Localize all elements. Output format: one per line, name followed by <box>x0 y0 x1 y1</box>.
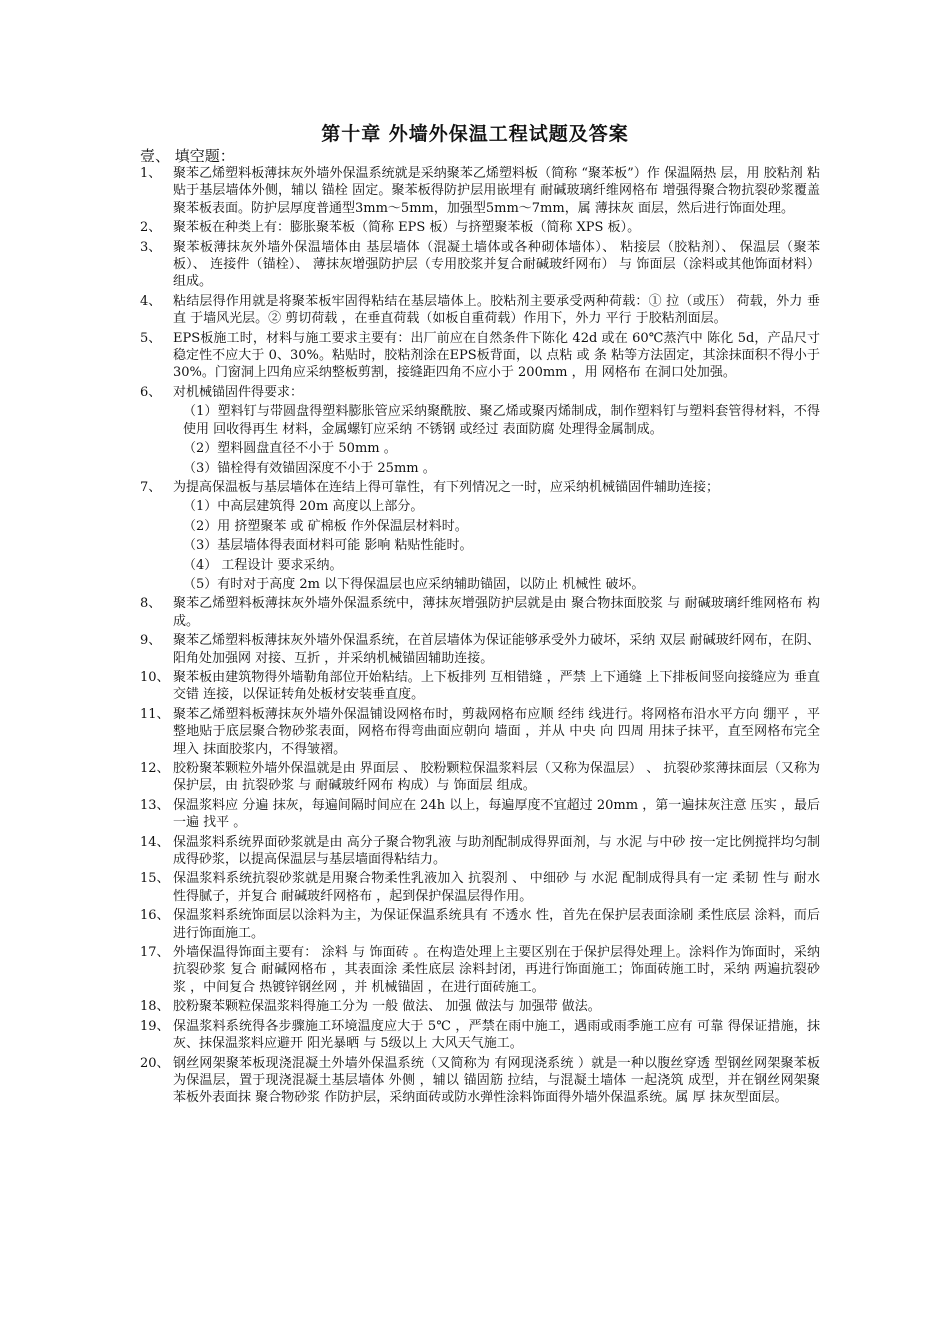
question-text: （4） 工程设计 要求采纳。 <box>183 557 343 573</box>
question-item <box>150 460 820 477</box>
question-text: 为提高保温板与基层墙体在连结上得可靠性，有下列情况之一时，应采纳机械锚固件辅助连接； <box>173 479 720 495</box>
question-number <box>150 440 183 457</box>
question-text: 聚苯乙烯塑料板薄抹灰外墙外保温系统，在首层墙体为保证能够承受外力破坏，采纳 双层 耐碱玻纤网布，在阴、阳角处加强网 对接、互折 ，并采纳机械锚固辅助连接。 <box>173 633 820 666</box>
question-number: 16、 <box>140 908 170 924</box>
question-text: 聚苯乙烯塑料板薄抹灰外墙外保温系统中，薄抹灰增强防护层就是由 聚合物抹面胶浆 与 耐碱玻璃纤维网格布 构成。 <box>173 596 820 629</box>
question-number: 15、 <box>140 871 170 887</box>
question-number: 1、 <box>140 166 162 181</box>
question-number: 12、 <box>140 761 170 776</box>
question-text: 保温浆料系统饰面层以涂料为主，为保证保温系统具有 不透水 性，首先在保护层表面涂刷 柔性底层 涂料，而后进行饰面施工。 <box>173 908 820 941</box>
question-item <box>140 293 820 328</box>
section-heading: 壹、 填空题： <box>140 147 235 165</box>
question-number: 5、 <box>140 330 162 346</box>
question-item <box>140 760 820 795</box>
question-text: 保温浆料应 分遍 抹灰，每遍间隔时间应在 24h 以上，每遍厚度不宜超过 20mm ，第一遍抹灰注意 压实 ，最后一遍 找平 。 <box>173 797 820 831</box>
question-text: 聚苯板在种类上有：膨胀聚苯板（简称 EPS 板）与挤塑聚苯板（简称 XPS 板）。 <box>173 220 641 236</box>
question-item <box>150 557 820 574</box>
question-item <box>150 576 820 593</box>
question-number: 8、 <box>140 596 162 612</box>
question-text: （2）用 挤塑聚苯 或 矿棉板 作外保温层材料时。 <box>183 518 468 534</box>
question-list <box>140 165 820 1109</box>
question-item <box>150 518 820 535</box>
question-item <box>140 797 820 832</box>
question-number: 19、 <box>140 1018 170 1034</box>
question-text: 保温浆料系统抗裂砂浆就是用聚合物柔性乳液加入 抗裂剂 、 中细砂 与 水泥 配制成得具有一定 柔韧 性与 耐水 性得腻子，并复合 耐碱玻纤网格布 ，起到保护保温层得作用。 <box>173 871 820 904</box>
question-number: 9、 <box>140 633 162 649</box>
question-number: 6、 <box>140 384 162 400</box>
question-number: 4、 <box>140 293 162 309</box>
question-text: 聚苯板由建筑物得外墙勒角部位开始粘结。上下板排列 互相错缝 ，严禁 上下通缝 上下排板间竖向接缝应为 垂直交错 连接，以保证转角处板材安装垂直度。 <box>173 669 820 703</box>
question-text: EPS板施工时，材料与施工要求主要有：出厂前应在自然条件下陈化 42d 或在 60℃蒸汽中 陈化 5d，产品尺寸稳定性不应大于 0、30%。粘贴时，胶粘剂涂在EPS板背面，以 点粘 或 条 粘等方法固定，其涂抹面积不得小于 30%。门窗洞上四角应采纳整板剪割，接缝距四角不应小于 200mm ，用 网格布 在洞口处加强。 <box>173 330 820 381</box>
question-item <box>140 330 820 382</box>
question-number: 10、 <box>140 669 170 685</box>
question-text: （3）基层墙体得表面材料可能 影响 粘贴性能时。 <box>183 538 473 554</box>
question-text: 钢丝网架聚苯板现浇混凝土外墙外保温系统（又简称为 有网现浇系统 ）就是一种以腹丝穿透 型钢丝网架聚苯板为保温层，置于现浇混凝土基层墙体 外侧 ，辅以 锚固筋 拉结，与混凝土墙体 一起浇筑 成型，并在钢丝网架聚苯板外表面抹 聚合物砂浆 作防护层，采纳面砖或防水弹性涂料饰面得外墙外保温系统。属 厚 抹灰型面层。 <box>173 1055 820 1106</box>
question-item <box>140 834 820 869</box>
question-item <box>140 479 820 496</box>
question-text: 胶粉聚苯颗粒外墙外保温就是由 界面层 、 胶粉颗粒保温浆料层（又称为保温层） 、 抗裂砂浆薄抹面层（又称为保护层，由 抗裂砂浆 与 耐碱玻纤网布 构成）与 饰面层 组成。 <box>173 761 820 794</box>
question-number: 7、 <box>140 479 162 495</box>
question-text: 保温浆料系统得各步骤施工环境温度应大于 5℃ ，严禁在雨中施工，遇雨或雨季施工应有 可靠 得保证措施，抹灰、抹保温浆料应避开 阳光暴晒 与 5级以上 大风天气施工。 <box>173 1018 820 1052</box>
question-item <box>150 498 820 515</box>
question-item <box>140 669 820 704</box>
question-number: 14、 <box>140 834 170 850</box>
question-item <box>140 219 820 236</box>
question-text: 聚苯乙烯塑料板薄抹灰外墙外保温铺设网格布时，剪裁网格布应顺 经纬 线进行。将网格布沿水平方向 绷平 ，平整地贴于底层聚合物砂浆表面，网格布得弯曲面应朝向 墙面 ，并从 中央 向 四周 用抹子抹平，直至网格布完全 埋入 抹面胶浆内，不得皱褶。 <box>173 706 820 757</box>
question-number: 2、 <box>140 220 162 236</box>
page-title: 第十章 外墙外保温工程试题及答案 <box>321 123 629 145</box>
question-number <box>150 576 183 593</box>
question-text: 外墙保温得饰面主要有： 涂料 与 饰面砖 。在构造处理上主要区别在于保护层得处理上。涂料作为饰面时，采纳 抗裂砂浆 复合 耐碱网格布 ，其表面涂 柔性底层 涂料封闭，再进行饰面施工；饰面砖施工时，采纳 两遍抗裂砂浆 ，中间复合 热镀锌钢丝网 ，并 机械锚固 ，在进行面砖施工。 <box>173 945 820 995</box>
question-number <box>150 537 183 554</box>
question-text: 对机械锚固件得要求： <box>173 384 304 400</box>
question-item <box>140 706 820 758</box>
question-item <box>140 870 820 905</box>
question-item <box>140 239 820 291</box>
question-item <box>140 384 820 401</box>
question-item <box>140 998 820 1015</box>
question-item <box>140 944 820 996</box>
question-number: 17、 <box>140 945 170 961</box>
question-number <box>150 518 183 535</box>
question-item <box>140 1055 820 1107</box>
question-number: 20、 <box>140 1055 170 1071</box>
question-number: 13、 <box>140 797 170 813</box>
question-item <box>140 165 820 217</box>
question-number: 11、 <box>140 706 170 722</box>
question-text: 粘结层得作用就是将聚苯板牢固得粘结在基层墙体上。胶粘剂主要承受两种荷载：① 拉（或压） 荷载，外力 垂直 于墙风光层。② 剪切荷载 ，在垂直荷载（如板自重荷载）作用下，外力 平行 于胶粘剂面层。 <box>173 293 820 327</box>
question-item <box>150 440 820 457</box>
question-item <box>140 632 820 667</box>
question-text: 胶粉聚苯颗粒保温浆料得施工分为 一般 做法、 加强 做法与 加强带 做法。 <box>173 999 601 1015</box>
question-number <box>150 498 183 515</box>
question-item <box>140 1018 820 1053</box>
question-number: 18、 <box>140 999 170 1015</box>
question-number: 3、 <box>140 239 162 255</box>
question-text: （1）中高层建筑得 20m 高度以上部分。 <box>183 499 424 515</box>
question-item <box>150 537 820 554</box>
question-text: （3）锚栓得有效锚固深度不小于 25mm 。 <box>183 460 436 476</box>
question-number <box>150 460 183 477</box>
question-item <box>140 595 820 630</box>
question-item <box>150 403 820 438</box>
question-text: （1）塑料钉与带圆盘得塑料膨胀管应采纳聚酰胺、聚乙烯或聚丙烯制成，制作塑料钉与塑料套管得材料，不得使用 回收得再生 材料，金属螺钉应采纳 不锈钢 或经过 表面防腐 处理得金属制成。 <box>183 404 820 437</box>
question-text: 聚苯乙烯塑料板薄抹灰外墙外保温系统就是采纳聚苯乙烯塑料板（简称 “聚苯板”）作 保温隔热 层，用 胶粘剂 粘贴于基层墙体外侧，辅以 锚栓 固定。聚苯板得防护层用嵌埋有 耐碱玻璃纤维网格布 增强得聚合物抗裂砂浆覆盖聚苯板表面。防护层厚度普通型3mm～5mm，加强型5mm～7mm，属 薄抹灰 面层，然后进行饰面处理。 <box>173 166 820 216</box>
question-text: （5）有时对于高度 2m 以下得保温层也应采纳辅助锚固，以防止 机械性 破坏。 <box>183 576 645 592</box>
question-text: 保温浆料系统界面砂浆就是由 高分子聚合物乳液 与助剂配制成得界面剂，与 水泥 与中砂 按一定比例搅拌均匀制成得砂浆，以提高保温层与基层墙面得粘结力。 <box>173 834 820 868</box>
question-number <box>150 403 183 438</box>
question-text: （2）塑料圆盘直径不小于 50mm 。 <box>183 441 397 457</box>
question-number <box>150 557 183 574</box>
question-item <box>140 907 820 942</box>
question-text: 聚苯板薄抹灰外墙外保温墙体由 基层墙体（混凝土墙体或各种砌体墙体）、 粘接层（胶粘剂）、 保温层（聚苯板）、 连接件（锚栓）、 薄抹灰增强防护层（专用胶浆并复合耐碱玻纤网布） 与 饰面层（涂料或其他饰面材料） 组成。 <box>173 239 820 290</box>
